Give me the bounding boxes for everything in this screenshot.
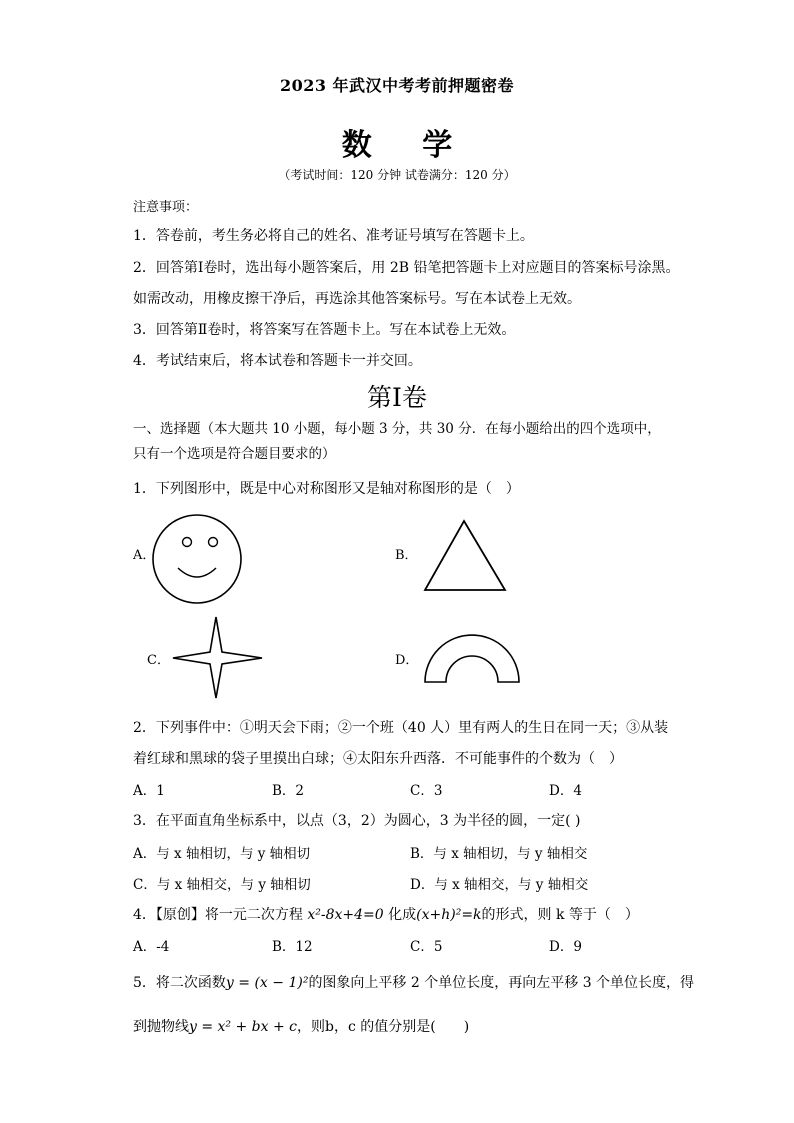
q3-choice-c: C．与 x 轴相交，与 y 轴相切 (133, 877, 311, 893)
q5-stem-b: 的图象向上平移 2 个单位长度，再向左平移 3 个单位长度，得 (308, 975, 695, 991)
q4-stem-suffix: 的形式，则 k 等于（ ） (481, 907, 639, 923)
q1-stem: 1．下列图形中，既是中心对称图形又是轴对称图形的是（ ） (133, 481, 520, 497)
semi-annulus-icon (422, 624, 522, 686)
q2-choice-b: B．2 (272, 783, 305, 799)
q1-option-b-label: B． (395, 548, 418, 563)
q4-equation: x²-8x+4=0 (307, 907, 384, 923)
subject-title: 数 学 (341, 128, 473, 163)
q1-option-d-label: D． (395, 653, 419, 668)
notice-item-4: 4．考试结束后，将本试卷和答题卡一并交回。 (133, 353, 422, 369)
notice-item-1: 1．答卷前，考生务必将自己的姓名、准考证号填写在答题卡上。 (133, 228, 534, 244)
q5-parabola: y = x² + bx + c (189, 1019, 298, 1035)
q4-stem-prefix: 4．【原创】将一元二次方程 (133, 907, 308, 923)
notice-item-2-cont: 如需改动，用橡皮擦干净后，再选涂其他答案标号。写在本试卷上无效。 (133, 291, 581, 307)
notice-heading: 注意事项： (133, 200, 199, 215)
q4-choice-a: A．-4 (133, 939, 170, 955)
four-point-star-icon (170, 614, 266, 702)
q1-option-c-label: C． (147, 653, 170, 668)
q2-choice-a: A．1 (133, 783, 165, 799)
q4-form: (x+h)²=k (416, 907, 482, 923)
q2-stem-1: 2．下列事件中：①明天会下雨；②一个班（40 人）里有两人的生日在同一天；③从装 (133, 720, 669, 736)
q5-stem-2 (133, 1016, 469, 1036)
q3-choice-a: A．与 x 轴相切，与 y 轴相切 (133, 846, 311, 862)
notice-item-3: 3．回答第Ⅱ卷时，将答案写在答题卡上。写在本试卷上无效。 (133, 322, 516, 338)
q3-stem: 3．在平面直角坐标系中，以点（3，2）为圆心，3 为半径的圆，一定( ) (133, 813, 581, 829)
exam-title: 2023 年武汉中考考前押题密卷 (279, 76, 515, 95)
section1-heading-2: 只有一个选项是符合题目要求的） (133, 446, 336, 462)
q4-choice-d: D．9 (549, 939, 582, 955)
q2-stem-2: 着红球和黑球的袋子里摸出白球；④太阳东升西落．不可能事件的个数为（ ） (133, 751, 623, 767)
q5-stem-c: 到抛物线 (133, 1019, 189, 1035)
triangle-icon (420, 518, 510, 594)
q1-option-a-label: A． (133, 548, 156, 563)
q5-stem-d: ，则b，c 的值分别是( ) (297, 1019, 470, 1035)
q2-choice-c: C．3 (410, 783, 443, 799)
section1-heading-1: 一、选择题（本大题共 10 小题，每小题 3 分，共 30 分．在每小题给出的四个选项中， (133, 421, 661, 437)
q2-choice-d: D．4 (549, 783, 582, 799)
q5-function: y = (x − 1)² (225, 975, 309, 991)
q3-choice-d: D．与 x 轴相交，与 y 轴相交 (410, 877, 589, 893)
q5-stem-a: 5．将二次函数 (133, 975, 226, 991)
volume-title: 第Ⅰ卷 (367, 383, 427, 412)
q5-stem-1 (133, 972, 694, 992)
q4-stem (133, 904, 639, 924)
q3-choice-b: B．与 x 轴相切，与 y 轴相交 (410, 846, 588, 862)
smiley-face-icon (150, 512, 244, 606)
exam-info: （考试时间：120 分钟 试卷满分：120 分） (278, 168, 516, 182)
q4-choice-b: B．12 (272, 939, 313, 955)
q4-stem-mid: 化成 (383, 907, 417, 923)
notice-item-2: 2．回答第Ⅰ卷时，选出每小题答案后，用 2B 铅笔把答题卡上对应题目的答案标号涂黑。 (133, 260, 680, 276)
q4-choice-c: C．5 (410, 939, 443, 955)
